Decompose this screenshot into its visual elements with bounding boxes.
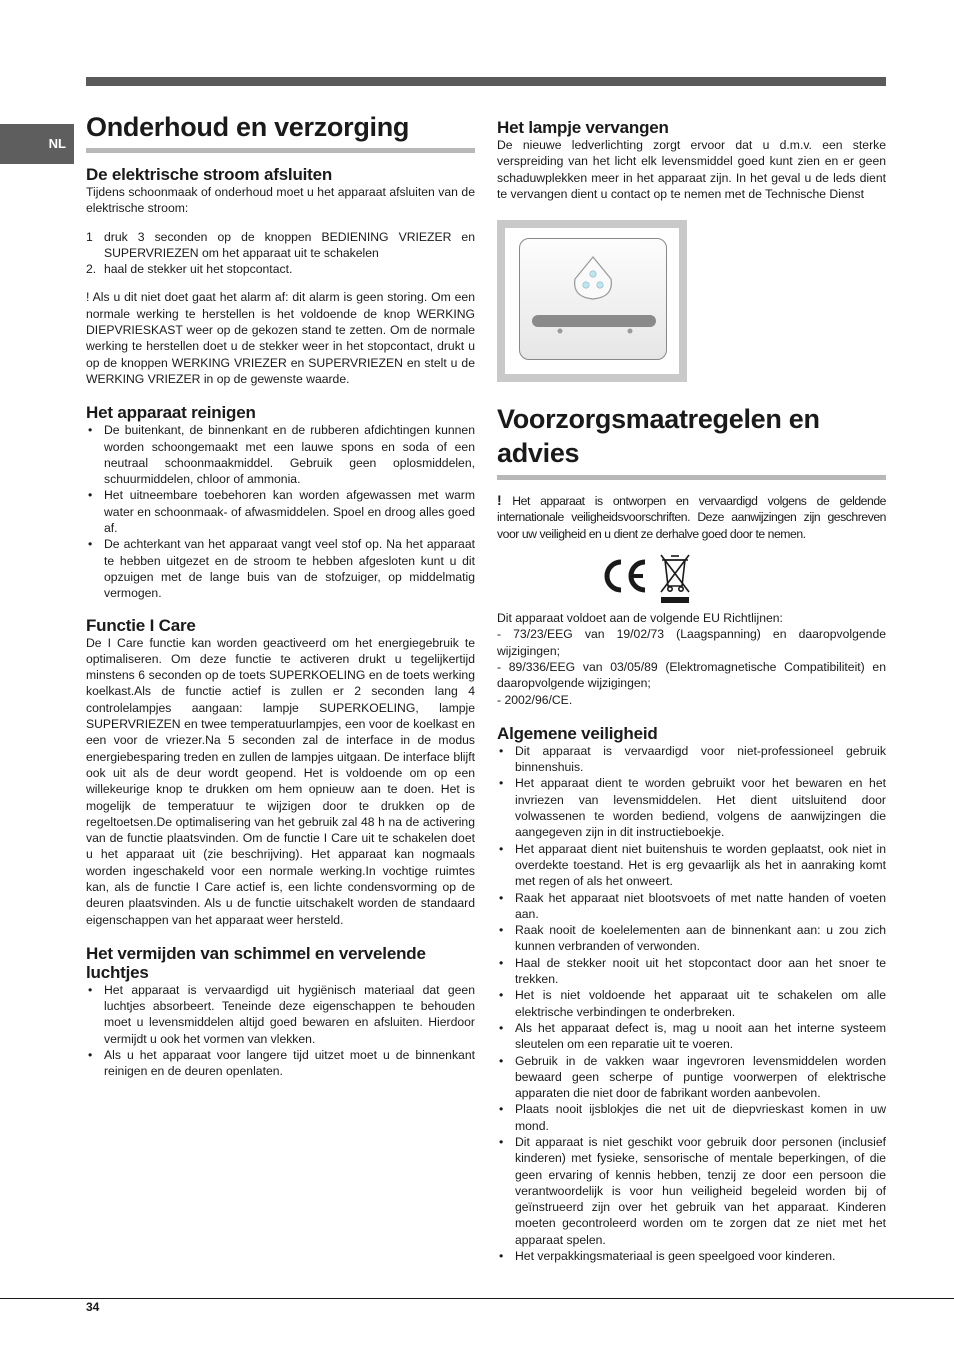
eu-line: - 2002/96/CE. [497, 692, 573, 707]
section-reinigen [86, 403, 475, 601]
led-lamp-illustration [497, 220, 687, 382]
list-item: • Plaats nooit ijsblokjes die net uit de diepvrieskast komen in uw mond. [497, 1101, 886, 1134]
list-item: • Als het apparaat defect is, mag u nooit aan het interne systeem sleutelen om een reparatie uit te voeren. [497, 1020, 886, 1053]
list-item: • Het is niet voldoende het apparaat uit te schakelen om alle elektrische verbindingen te onderbreken. [497, 987, 886, 1020]
footer-rule [0, 1298, 954, 1299]
eu-line: Dit apparaat voldoet aan de volgende EU Richtlijnen: [497, 611, 783, 626]
list-item: • Dit apparaat is vervaardigd voor niet-professioneel gebruik binnenshuis. [497, 743, 886, 776]
alarm-note: ! Als u dit niet doet gaat het alarm af: dit alarm is geen storing. Om een normale werking te herstellen is het voldoende de knop WERKING DIEPVRIESKAST weer op de gekozen stand te zetten. Om de normale werking te herstellen doet u de stekker weer in het stopcontact, drukt u op de knoppen WERKING VRIEZER en SUPERVRIEZEN en stelt u de WERKING VRIEZER in op de gewenste waarde. [86, 290, 475, 386]
page-title-onderhoud: Onderhoud en verzorging [86, 112, 410, 142]
section-i-care [86, 616, 475, 928]
title-rule [497, 475, 886, 480]
list-item: • De buitenkant, de binnenkant en de rubberen afdichtingen kunnen worden schoongemaakt met een lauwe spons en soda of een neutraal schoonmaakmiddel. Gebruik geen oplosmiddelen, schuurmiddelen, chloor of ammonia. [86, 422, 475, 487]
led-lamp-icon [520, 239, 666, 359]
section-heading: Het lampje vervangen [497, 118, 669, 137]
list-item: 2. haal de stekker uit het stopcontact. [86, 262, 293, 277]
safety-warning: ! Het apparaat is ontworpen en vervaardigd volgens de geldende internationale veiligheidsvoorschriften. Deze aanwijzingen zijn geschreven voor uw veiligheid en u dient ze derhalve goed door te nemen. [497, 492, 886, 541]
steps-list [86, 229, 475, 278]
list-item: • Het apparaat dient niet buitenshuis te worden geplaatst, ook niet in overdekte toestand. Het is erg gevaarlijk als het in aanraking komt met regen of als het onweert. [497, 841, 886, 890]
section-heading: Het vermijden van schimmel en vervelende luchtjes [86, 943, 426, 982]
list-item: • Raak het apparaat niet blootsvoets of met natte handen of voeten aan. [497, 890, 886, 923]
list-item: • Als u het apparaat voor langere tijd uitzet moet u de binnenkant reinigen en de deuren openlaten. [86, 1047, 475, 1080]
list-item: • Het apparaat dient te worden gebruikt voor het bewaren en het invriezen van levensmiddelen. Het dient uitsluitend door volwassenen te worden bediend, volgens de aanwijzingen die aangegeven zijn in dit instructieboekje. [497, 775, 886, 840]
section-lampje [497, 118, 886, 202]
top-rule [86, 77, 886, 86]
right-column [497, 118, 886, 1264]
eu-directives [497, 610, 886, 708]
section-heading: De elektrische stroom afsluiten [86, 165, 333, 184]
section-text: De nieuwe ledverlichting zorgt ervoor dat u d.m.v. een sterke verspreiding van het licht elk levensmiddel goed kunt zien en er geen schaduwplekken meer in het apparaat zijn. In het geval u de leds dient te vervangen dient u contact op te nemen met de Technische Dienst [497, 138, 886, 201]
list-item: 1 druk 3 seconden op de knoppen BEDIENING VRIEZER en SUPERVRIEZEN om het apparaat uit te schakelen [86, 229, 475, 260]
bullet-list [86, 422, 475, 601]
section-stroom-afsluiten [86, 165, 475, 387]
section-heading: Functie I Care [86, 615, 196, 635]
page-title-voorzorg: Voorzorgsmaatregelen en advies [497, 404, 820, 469]
list-item: • Dit apparaat is niet geschikt voor gebruik door personen (inclusief kinderen) met fysieke, sensorische of mentale beperkingen, of die geen ervaring of kennis hebben, tenzij ze door een persoon die verantwoordelijk is voor hun veiligheid begeleid worden bij of geïnstrueerd zijn over het gebruik van het apparaat. Kinderen moeten gecontroleerd worden om te zorgen dat ze niet met het apparaat spelen. [497, 1134, 886, 1248]
list-item: • Raak nooit de koelelementen aan de binnenkant aan: u zou zich kunnen verbranden of verwonden. [497, 922, 886, 955]
list-item: • Gebruik in de vakken waar ingevroren levensmiddelen worden bewaard geen scherpe of puntige voorwerpen of elektrische apparaten die niet door de fabrikant worden aanbevolen. [497, 1053, 886, 1102]
bullet-list [86, 982, 475, 1080]
list-item: • Het verpakkingsmateriaal is geen speelgoed voor kinderen. [497, 1248, 886, 1264]
section-text: De I Care functie kan worden geactiveerd om het energiegebruik te optimaliseren. Om deze functie te activeren drukt u tegelijkertijd minstens 6 seconden op de toets SUPERKOELING en de toets werking koelkast.Als de functie actief is zullen er 2 seconden lang 4 controlelampjes aangaan: lampje SUPERKOELING, lampje SUPERVRIEZEN en twee temperatuurlampjes, een voor de koelkast en een voor de vriezer.Na 5 seconden zal de interface in de modus energiebesparing treden en zullen de lampjes uitgaan. De interface blijft ook uit als de deur wordt geopend. Het is voldoende om op een willekeurige knop te drukken om hem opnieuw aan te doen. Het is mogelijk de temperatuur te wijzigen door te drukken op de regeltoetsen.De optimalisering van het gebruik zal 48 h na de activering van de functie plaatsvinden. Om de functie I Care uit te schakelen doet u het apparaat uit (zie beschrijving). Het apparaat kan nogmaals worden ingeschakeld voor een normale werking.In vochtige ruimtes kan, als de functie I Care actief is, een lichte condensvorming op de deuren plaatsvinden. Als u de functie uitschakelt worden de standaard eigenschappen van het apparaat weer hersteld. [86, 635, 475, 927]
warning-mark: ! [497, 492, 502, 509]
section-schimmel [86, 944, 475, 1080]
ce-weee-icon [585, 552, 695, 604]
left-column [86, 112, 475, 1080]
list-item: • Het apparaat is vervaardigd uit hygiënisch materiaal dat geen luchtjes absorbeert. Teneinde deze eigenschappen te behouden moet u levensmiddelen altijd goed bewaren en afsluiten. Hierdoor vermijdt u ook het vormen van vlekken. [86, 982, 475, 1047]
list-item: • De achterkant van het apparaat vangt veel stof op. Na het apparaat te hebben uitgezet en de stroom te hebben afgesloten kunt u dit opzuigen met de lange buis van de stofzuiger, op middelmatig vermogen. [86, 536, 475, 601]
section-heading: Algemene veiligheid [497, 723, 658, 743]
section-algemene-veiligheid [497, 724, 886, 1265]
title-block-voorzorg [497, 402, 886, 480]
list-item: • Het uitneembare toebehoren kan worden afgewassen met warm water en schoonmaak- of afwasmiddelen. Spoel en droog alles goed af. [86, 487, 475, 536]
eu-line: - 89/336/EEG van 03/05/89 (Elektromagnetische Compatibiliteit) en daaropvolgende wijzigingen; [497, 659, 886, 691]
list-item: • Haal de stekker nooit uit het stopcontact door aan het snoer te trekken. [497, 955, 886, 988]
compliance-marks [585, 552, 886, 604]
bullet-list [497, 743, 886, 1265]
page-number: 34 [86, 1300, 100, 1314]
section-intro: Tijdens schoonmaak of onderhoud moet u het apparaat afsluiten van de elektrische stroom: [86, 185, 475, 216]
title-rule [86, 148, 475, 153]
eu-line: - 73/23/EEG van 19/02/73 (Laagspanning) en daaropvolgende wijzigingen; [497, 627, 886, 658]
language-tab: NL [0, 124, 74, 164]
section-heading: Het apparaat reinigen [86, 403, 256, 423]
lamp-panel [519, 238, 667, 360]
